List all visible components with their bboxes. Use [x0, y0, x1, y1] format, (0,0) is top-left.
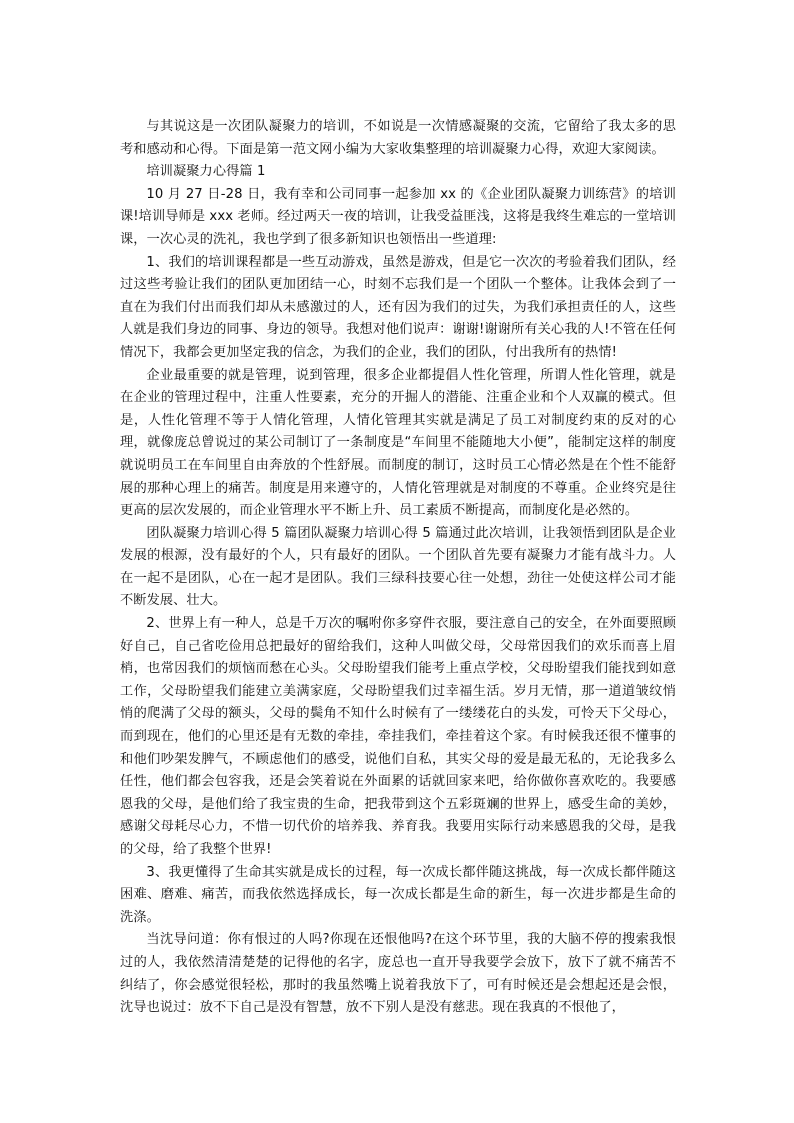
body-paragraph: 团队凝聚力培训心得 5 篇团队凝聚力培训心得 5 篇通过此次培训，让我领悟到团队是企业发展的根源，没有最好的个人，只有最好的团队。一个团队首先要有凝聚力才能有战斗力。人在一起不是团队，心在一起才是团队。我们三绿科技要心往一处想，劲往一处使这样公司才能不断发展、壮大。 — [120, 525, 676, 609]
body-paragraph: 10 月 27 日-28 日，我有幸和公司同事一起参加 xx 的《企业团队凝聚力训练营》的培训课!培训导师是 xxx 老师。经过两天一夜的培训，让我受益匪浅，这将是我终生难忘的一堂培训课，一次心灵的洗礼，我也学到了很多新知识也领悟出一些道理: — [120, 186, 676, 247]
section-heading: 培训凝聚力心得篇 1 — [146, 164, 266, 180]
body-paragraph: 3、我更懂得了生命其实就是成长的过程，每一次成长都伴随这挑战，每一次成长都伴随这困难、磨难、痛苦，而我依然选择成长，每一次成长都是生命的新生，每一次进步都是生命的洗涤。 — [120, 864, 676, 925]
body-paragraph: 当沈导问道：你有恨过的人吗?你现在还恨他吗?在这个环节里，我的大脑不停的搜索我恨过的人，我依然清清楚楚的记得他的名字，庞总也一直开导我要学会放下，放下了就不痛苦不纠结了，你会感觉很轻松，那时的我虽然嘴上说着我放下了，可有时候还是会想起还是会恨，沈导也说过：放不下自己是没有智慧，放不下别人是没有慈悲。现在我真的不恨他了， — [120, 932, 676, 1016]
body-paragraph: 1、我们的培训课程都是一些互动游戏，虽然是游戏，但是它一次次的考验着我们团队，经过这些考验让我们的团队更加团结一心，时刻不忘我们是一个团队一个整体。让我体会到了一直在为我们付出而我们却从未感激过的人，还有因为我们的过失，为我们承担责任的人，这些人就是我们身边的同事、身边的领导。我想对他们说声：谢谢!谢谢所有关心我的人!不管在任何情况下，我都会更加坚定我的信念，为我们的企业，我们的团队，付出我所有的热情! — [120, 254, 676, 360]
body-paragraph: 企业最重要的就是管理，说到管理，很多企业都提倡人性化管理，所谓人性化管理，就是在企业的管理过程中，注重人性要素，充分的开掘人的潜能、注重企业和个人双赢的模式。但是，人性化管理不等于人情化管理，人情化管理其实就是满足了员工对制度约束的反对的心理，就像庞总曾说过的某公司制订了一条制度是“车间里不能随地大小便”，能制定这样的制度就说明员工在车间里自由奔放的个性舒展。而制度的制订，这时员工心情必然是在个性不能舒展的那种心理上的痛苦。制度是用来遵守的，人情化管理就是对制度的不尊重。企业终究是往更高的层次发展的，而企业管理水平不断上升、员工素质不断提高，而制度化是必然的。 — [120, 367, 676, 519]
intro-paragraph: 与其说这是一次团队凝聚力的培训，不如说是一次情感凝聚的交流，它留给了我太多的思考和感动和心得。下面是第一范文网小编为大家收集整理的培训凝聚力心得，欢迎大家阅读。 — [120, 119, 676, 157]
body-paragraph: 2、世界上有一种人，总是千万次的嘱咐你多穿件衣服，要注意自己的安全，在外面要照顾好自己，自己省吃俭用总把最好的留给我们，这种人叫做父母，父母常因我们的欢乐而喜上眉梢，也常因我们的烦恼而愁在心头。父母盼望我们能考上重点学校，父母盼望我们能找到如意工作，父母盼望我们能建立美满家庭，父母盼望我们过幸福生活。岁月无情，那一道道皱纹悄悄的爬满了父母的额头，父母的鬓角不知什么时候有了一缕缕花白的头发，可怜天下父母心，而到现在，他们的心里还是有无数的牵挂，牵挂我们，牵挂着这个家。有时候我还很不懂事的和他们吵架发脾气，不顾虑他们的感受，说他们自私，其实父母的爱是最无私的，无论我多么任性，他们都会包容我，还是会笑着说在外面累的话就回家来吧，给你做你喜欢吃的。我要感恩我的父母，是他们给了我宝贵的生命，把我带到这个五彩斑斓的世界上，感受生命的美妙，感谢父母耗尽心力，不惜一切代价的培养我、养育我。我要用实际行动来感恩我的父母，是我的父母，给了我整个世界! — [120, 616, 676, 857]
document-body — [120, 116, 676, 1020]
